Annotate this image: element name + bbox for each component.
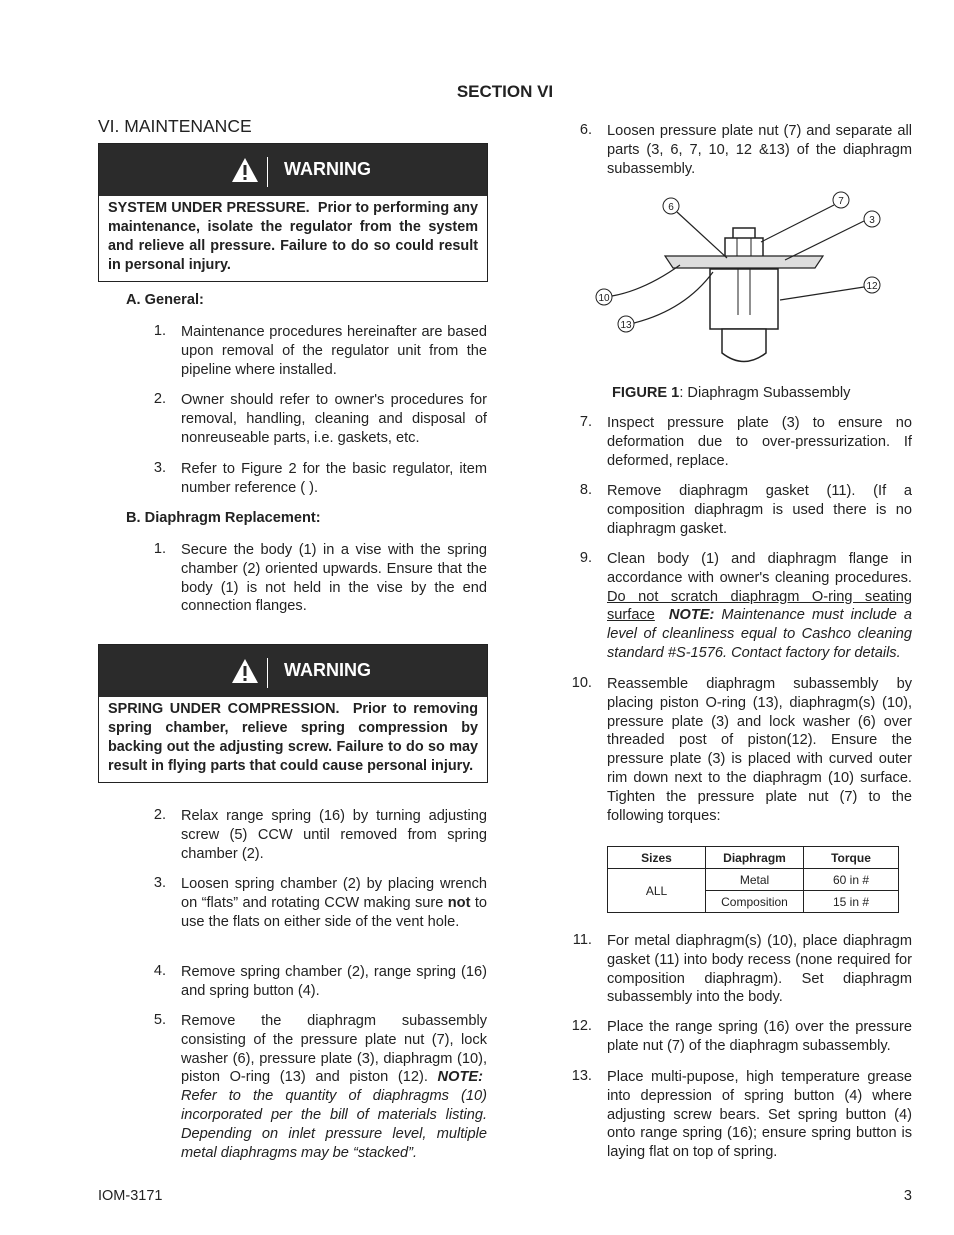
list-number: 5. — [153, 1012, 166, 1028]
item-text: to use the flats on either side of the vent hole. — [181, 894, 487, 930]
list-item — [181, 875, 487, 931]
warning-text — [99, 697, 487, 782]
column-header: Diaphragm — [706, 847, 804, 869]
callout-label: 3 — [869, 215, 875, 226]
list-number: 2. — [153, 391, 166, 407]
column-header: Torque — [804, 847, 899, 869]
list-number: 13. — [571, 1068, 592, 1084]
warning-body: Prior to performing any maintenance, isolate the regulator from the system and relieve all pressure. Failure to do so could result in personal injury. — [108, 200, 478, 273]
list-item: Secure the body (1) in a vise with the spring chamber (2) oriented upwards. Ensure that the body (1) is not held in the vise by the end connection flanges. — [181, 542, 487, 615]
list-number: 2. — [153, 807, 166, 823]
size-cell: ALL — [608, 869, 706, 913]
note-label: NOTE: — [668, 607, 715, 624]
warning-triangle-icon — [231, 658, 268, 688]
list-number: 1. — [153, 541, 166, 557]
item-text: Clean body (1) and diaphragm flange in accordance with owner's cleaning procedures. — [607, 551, 912, 586]
list-number: 8. — [579, 482, 592, 498]
list-item: For metal diaphragm(s) (10), place diaphragm gasket (11) into body recess (none required for composition diaphragm). Set diaphragm subassembly into the body. — [607, 933, 912, 1006]
list-number: 7. — [579, 414, 592, 430]
diaphragm-subassembly-figure — [585, 190, 895, 375]
general-heading: A. General: — [126, 292, 204, 308]
list-item — [607, 550, 912, 663]
callout-label: 12 — [866, 281, 878, 292]
item-bold: not — [447, 894, 471, 911]
list-item: Place the range spring (16) over the pressure plate nut (7) of the diaphragm subassembly. — [607, 1019, 912, 1054]
list-number: 10. — [571, 675, 592, 691]
callout-label: 13 — [620, 320, 632, 331]
page-number: 3 — [903, 1188, 912, 1204]
list-number: 3. — [153, 460, 166, 476]
warning-triangle-icon — [231, 157, 268, 187]
document-number: IOM-3171 — [98, 1188, 163, 1204]
list-number: 9. — [579, 550, 592, 566]
note-text: Refer to the quantity of diaphragms (10) incorporated per the bill of materials listing. Depending on inlet pressure level, multiple metal diaphragms may be “stacked”. — [181, 1088, 487, 1161]
list-item: Refer to Figure 2 for the basic regulator, item number reference ( ). — [181, 461, 487, 496]
list-number: 3. — [153, 875, 166, 891]
list-item: Remove spring chamber (2), range spring (16) and spring button (4). — [181, 964, 487, 999]
warning-body: Prior to removing spring chamber, relieve spring compression by backing out the adjusting screw. Failure to do so may result in flying parts that could cause personal injury. — [108, 701, 479, 774]
warning-box-pressure — [98, 143, 488, 282]
figure-caption-text: : Diaphragm Subassembly — [679, 385, 851, 401]
section-title: SECTION VI — [456, 82, 554, 101]
figure-caption — [612, 385, 850, 401]
table-cell: 15 in # — [804, 891, 899, 913]
list-item: Remove diaphragm gasket (11). (If a composition diaphragm is used there is no diaphragm gasket. — [607, 483, 912, 537]
warning-text — [99, 196, 487, 281]
warning-box-spring — [98, 644, 488, 783]
list-number: 6. — [579, 122, 592, 138]
list-item: Loosen pressure plate nut (7) and separate all parts (3, 6, 7, 10, 12 &13) of the diaphragm subassembly. — [607, 123, 912, 177]
note-text: Maintenance must include a level of cleanliness equal to Cashco cleaning standard #S-1576. Contact factory for details. — [607, 607, 912, 661]
warning-label: WARNING — [284, 159, 371, 179]
underline-text: Do not scratch diaphragm O-ring seating surface — [607, 588, 912, 624]
warning-header — [99, 645, 487, 697]
warning-lead: SYSTEM UNDER PRESSURE. — [108, 200, 310, 216]
maintenance-title: VI. MAINTENANCE — [98, 116, 252, 136]
table-cell: 60 in # — [804, 869, 899, 891]
table-cell: Metal — [706, 869, 804, 891]
callout-label: 7 — [838, 196, 844, 207]
table-header-row — [608, 847, 899, 869]
list-item — [181, 1012, 487, 1162]
list-item: Inspect pressure plate (3) to ensure no deformation due to over-pressurization. If deformed, replace. — [607, 415, 912, 469]
column-header: Sizes — [608, 847, 706, 869]
warning-lead: SPRING UNDER COMPRESSION. — [108, 701, 340, 717]
callout-label: 6 — [668, 202, 674, 213]
figure-label: FIGURE 1 — [612, 385, 680, 401]
torque-table — [607, 846, 899, 913]
list-number: 12. — [571, 1018, 592, 1034]
list-number: 4. — [153, 963, 166, 979]
list-item: Relax range spring (16) by turning adjusting screw (5) CCW until removed from spring chamber (2). — [181, 808, 487, 862]
table-row — [608, 869, 899, 891]
diaphragm-heading: B. Diaphragm Replacement: — [126, 510, 321, 526]
warning-header — [99, 144, 487, 196]
list-item: Owner should refer to owner's procedures for removal, handling, cleaning and disposal of nonreuseable parts, i.e. gaskets, etc. — [181, 392, 487, 446]
table-cell: Composition — [706, 891, 804, 913]
list-number: 1. — [153, 323, 166, 339]
item-text: Remove the diaphragm subassembly consisting of the pressure plate nut (7), lock washer (6), pressure plate (3), diaphragm (10), piston O-ring (13) and piston (12). — [181, 1013, 487, 1086]
list-item: Maintenance procedures hereinafter are based upon removal of the regulator unit from the pipeline where installed. — [181, 324, 487, 378]
note-label: NOTE: — [437, 1069, 483, 1086]
list-number: 11. — [572, 932, 592, 948]
list-item: Place multi-pupose, high temperature grease into depression of spring button (4) where adjusting screw bears. Set spring button (4) onto range spring (16); ensure spring button is laying flat on top of spring. — [607, 1069, 912, 1161]
warning-label: WARNING — [284, 660, 371, 680]
list-item: Reassemble diaphragm subassembly by placing piston O-ring (13), diaphragm(s) (10), pressure plate (3) and lock washer (6) over threaded post of piston(12). Ensure the pressure plate (3) is placed with curved outer rim down next to the diaphragm (10) surface. Tighten the pressure plate nut (7) to the following torques: — [607, 676, 912, 824]
item-text: Loosen spring chamber (2) by placing wrench on “flats” and rotating CCW making sure — [181, 876, 487, 911]
callout-label: 10 — [598, 293, 610, 304]
